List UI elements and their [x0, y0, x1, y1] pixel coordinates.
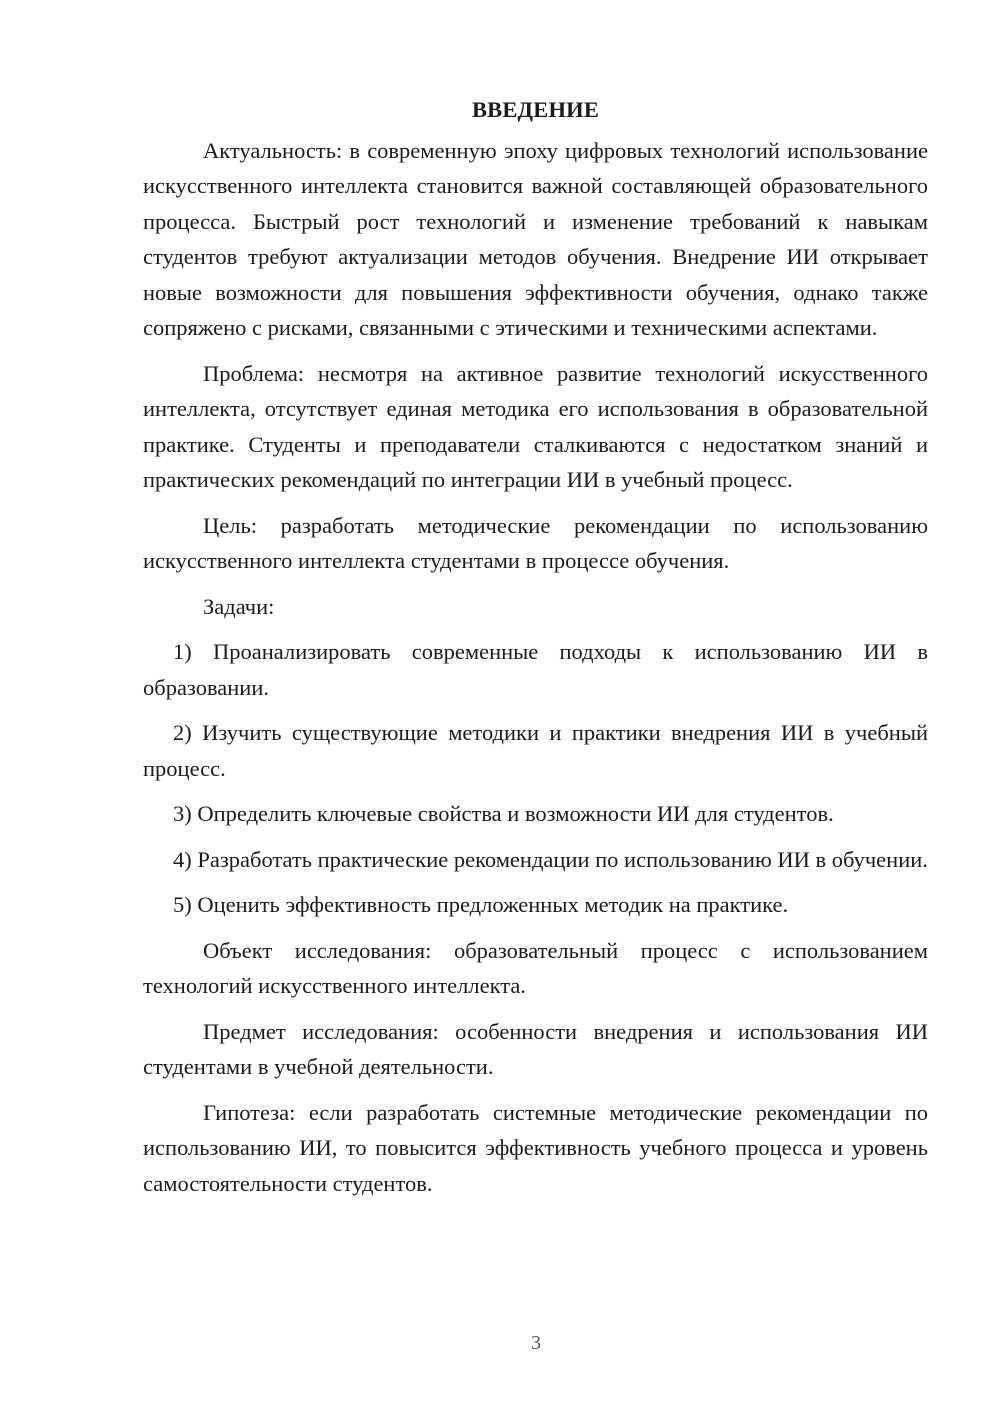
- paragraph-goal: Цель: разработать методические рекомендации по использованию искусственного интеллекта студентами в процессе обучения.: [143, 512, 928, 573]
- section-title: ВВЕДЕНИЕ: [471, 97, 600, 122]
- paragraph-problem: Проблема: несмотря на активное развитие технологий искусственного интеллекта, отсутствует единая методика его использования в образовательной практике. Студенты и преподаватели сталкиваются с недостатком знаний и практических рекомендаций по интеграции ИИ в учебный процесс.: [143, 360, 928, 492]
- paragraph-relevance: Актуальность: в современную эпоху цифровых технологий использование искусственного интеллекта становится важной составляющей образовательного процесса. Быстрый рост технологий и изменение требований к навыкам студентов требуют актуализации методов обучения. Внедрение ИИ открывает новые возможности для повышения эффективности обучения, однако также сопряжено с рисками, связанными с этическими и техническими аспектами.: [143, 137, 928, 340]
- page-number: 3: [531, 1332, 541, 1354]
- task-item-5: 5) Оценить эффективность предложенных методик на практике.: [173, 892, 789, 917]
- tasks-heading: Задачи:: [203, 593, 275, 619]
- task-item-1: 1) Проанализировать современные подходы к использованию ИИ в образовании.: [143, 639, 928, 700]
- paragraph-hypothesis: Гипотеза: если разработать системные методические рекомендации по использованию ИИ, то повысится эффективность учебного процесса и уровень самостоятельности студентов.: [143, 1099, 928, 1196]
- paragraph-object: Объект исследования: образовательный процесс с использованием технологий искусственного интеллекта.: [143, 937, 928, 998]
- task-item-3: 3) Определить ключевые свойства и возможности ИИ для студентов.: [173, 801, 834, 826]
- task-item-2: 2) Изучить существующие методики и практики внедрения ИИ в учебный процесс.: [143, 720, 928, 781]
- page-content: [143, 92, 928, 1211]
- paragraph-subject: Предмет исследования: особенности внедрения и использования ИИ студентами в учебной деятельности.: [143, 1018, 928, 1079]
- task-item-4: 4) Разработать практические рекомендации по использованию ИИ в обучении.: [173, 846, 928, 872]
